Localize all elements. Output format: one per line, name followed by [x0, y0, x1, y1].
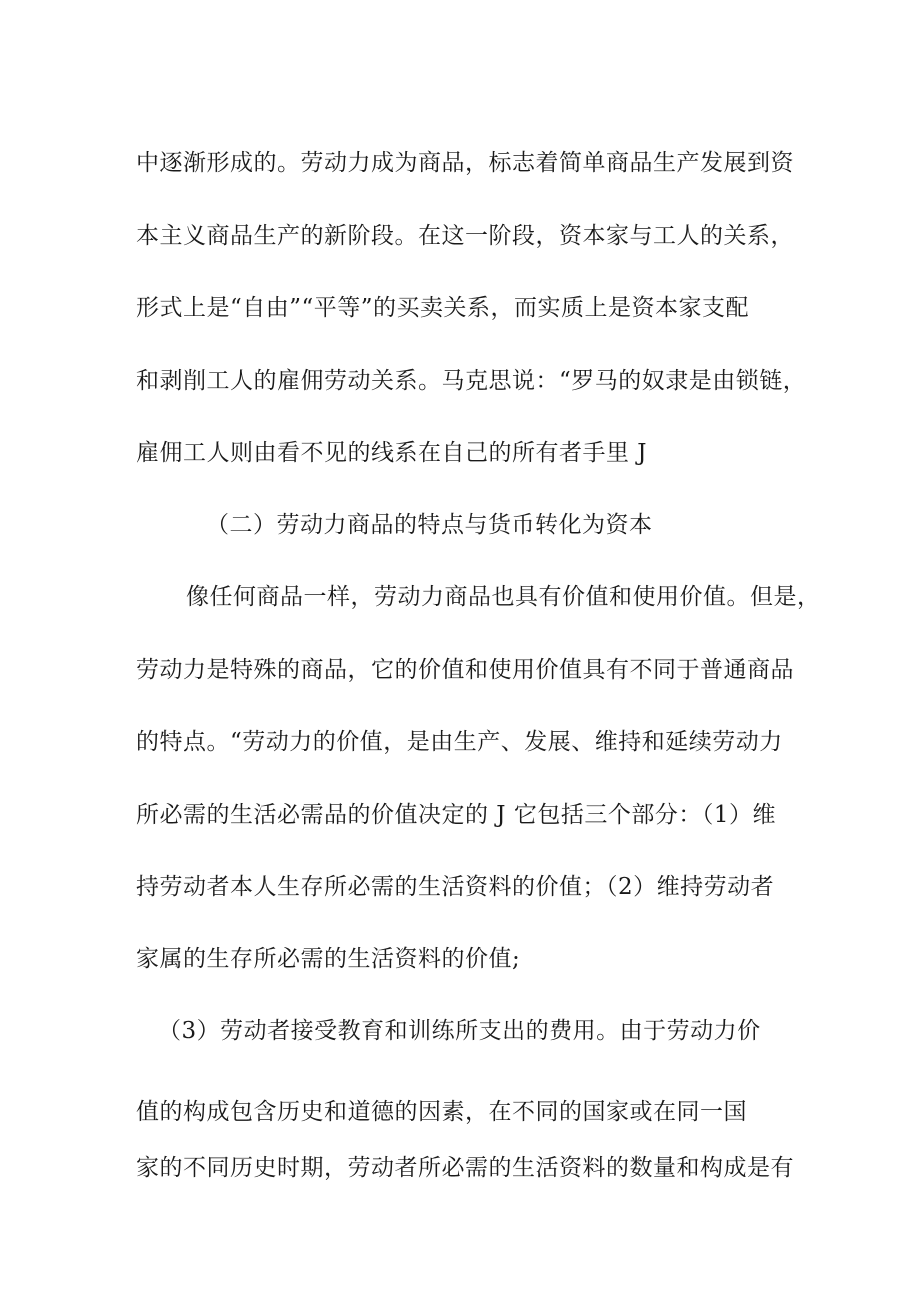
- paragraph-line: 形式上是“自由”“平等”的买卖关系，而实质上是资本家支配: [136, 295, 750, 321]
- paragraph-line: 持劳动者本人生存所必需的生活资料的价值；（2）维持劳动者: [136, 874, 775, 900]
- paragraph-line: 的特点。“劳动力的价值，是由生产、发展、维持和延续劳动力: [136, 729, 783, 755]
- paragraph-line: 所必需的生活必需品的价值决定的 J 它包括三个部分：（1）维: [136, 802, 776, 828]
- paragraph-line: 值的构成包含历史和道德的因素，在不同的国家或在同一国: [136, 1099, 747, 1125]
- section-heading: （二）劳动力商品的特点与货币转化为资本: [206, 512, 653, 538]
- paragraph-line: 像任何商品一样，劳动力商品也具有价值和使用价值。但是，: [186, 584, 821, 610]
- paragraph-line: 家属的生存所必需的生活资料的价值;: [136, 946, 521, 972]
- paragraph-line: 劳动力是特殊的商品，它的价值和使用价值具有不同于普通商品: [136, 657, 794, 683]
- paragraph-line: （3）劳动者接受教育和训练所支出的费用。由于劳动力价: [158, 1018, 761, 1044]
- paragraph-line: 家的不同历史时期，劳动者所必需的生活资料的数量和构成是有: [136, 1155, 794, 1181]
- paragraph-line: 本主义商品生产的新阶段。在这一阶段，资本家与工人的关系，: [136, 223, 794, 249]
- paragraph-line: 和剥削工人的雇佣劳动关系。马克思说：“罗马的奴隶是由锁链，: [136, 368, 807, 394]
- paragraph-line: 雇佣工人则由看不见的线系在自己的所有者手里 J: [136, 440, 648, 466]
- paragraph-line: 中逐渐形成的。劳动力成为商品，标志着简单商品生产发展到资: [136, 150, 794, 176]
